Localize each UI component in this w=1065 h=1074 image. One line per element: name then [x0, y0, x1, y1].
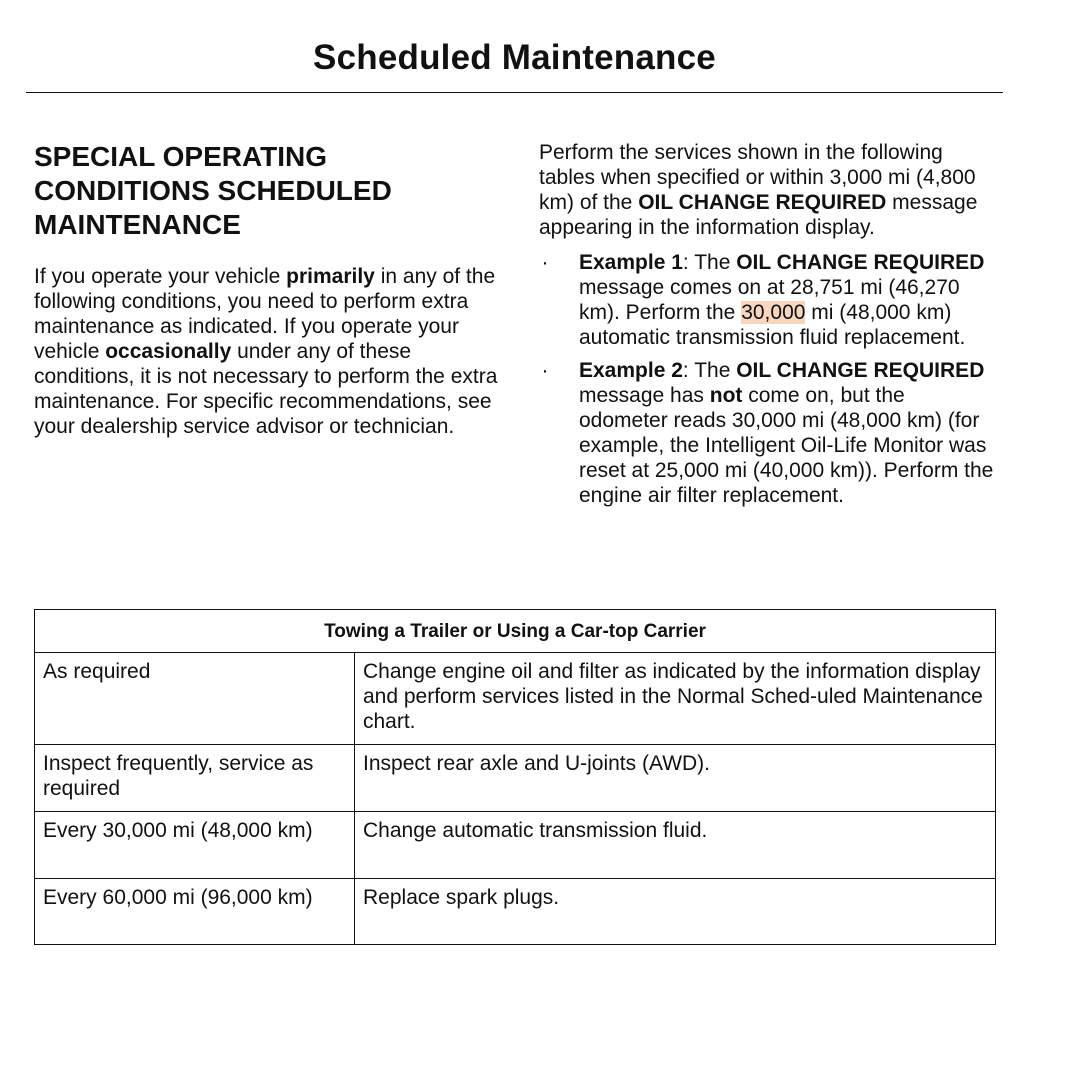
heading-line-1: SPECIAL OPERATING — [34, 141, 328, 172]
text-run: : The — [682, 359, 737, 382]
text-run: mi (48,000 km) automatic transmission fluid replacement. — [579, 301, 966, 349]
text-run: message comes on at 28,751 mi (46,270 km). Perform the — [579, 276, 960, 324]
highlighted-text[interactable]: 30,000 — [741, 301, 806, 324]
table-row — [35, 745, 996, 812]
action-cell: Change engine oil and filter as indicated by the information display and perform services listed in the Normal Sched-uled Maintenance chart. — [355, 653, 996, 745]
examples-list — [539, 250, 999, 508]
right-column — [539, 140, 999, 516]
table-row — [35, 653, 996, 745]
action-cell: Replace spark plugs. — [355, 879, 996, 945]
text-run: If you operate your vehicle — [34, 265, 287, 288]
interval-cell: Every 60,000 mi (96,000 km) — [35, 879, 355, 945]
text-run: : The — [682, 251, 737, 274]
interval-cell: As required — [35, 653, 355, 745]
page-title: Scheduled Maintenance — [313, 38, 716, 77]
table-row — [35, 812, 996, 879]
title-divider — [26, 92, 1003, 93]
left-column — [34, 140, 504, 439]
emphasis-occasionally: occasionally — [105, 340, 232, 363]
interval-cell: Inspect frequently, service as required — [35, 745, 355, 812]
intro-paragraph — [539, 140, 999, 240]
list-item-example-2 — [539, 358, 999, 508]
bullet-icon: · — [541, 359, 549, 382]
emphasis-oil-change-required: OIL CHANGE REQUIRED — [736, 251, 985, 274]
emphasis-oil-change-required: OIL CHANGE REQUIRED — [736, 359, 985, 382]
example-label: Example 1 — [579, 251, 683, 274]
maintenance-table — [34, 609, 996, 945]
bullet-icon: · — [541, 251, 549, 274]
interval-cell: Every 30,000 mi (48,000 km) — [35, 812, 355, 879]
conditions-paragraph — [34, 264, 504, 439]
text-run: Perform the services shown in the following tables when specified or within 3,000 mi (4,800 km) of the — [539, 141, 976, 214]
section-heading — [34, 140, 504, 242]
table-row — [35, 879, 996, 945]
list-item-example-1 — [539, 250, 999, 350]
table-title: Towing a Trailer or Using a Car-top Carrier — [35, 610, 996, 653]
heading-line-3: MAINTENANCE — [34, 209, 241, 240]
text-run: message has — [579, 384, 710, 407]
action-cell: Change automatic transmission fluid. — [355, 812, 996, 879]
emphasis-oil-change-required: OIL CHANGE REQUIRED — [638, 191, 887, 214]
heading-line-2: CONDITIONS SCHEDULED — [34, 175, 392, 206]
text-run: under any of these conditions, it is not necessary to perform the extra maintenance. For specific recommendations, see your dealership service advisor or technician. — [34, 340, 498, 438]
example-label: Example 2 — [579, 359, 683, 382]
action-cell: Inspect rear axle and U-joints (AWD). — [355, 745, 996, 812]
text-run: message appearing in the information display. — [539, 191, 978, 239]
emphasis-primarily: primarily — [286, 265, 375, 288]
text-run: come on, but the odometer reads 30,000 mi (48,000 km) (for example, the Intelligent Oil-Life Monitor was reset at 25,000 mi (40,000 km)). Perform the engine air filter replacement. — [579, 384, 994, 507]
text-run: in any of the following conditions, you need to perform extra maintenance as indicated. If you operate your vehicle — [34, 265, 496, 363]
emphasis-not: not — [709, 384, 743, 407]
